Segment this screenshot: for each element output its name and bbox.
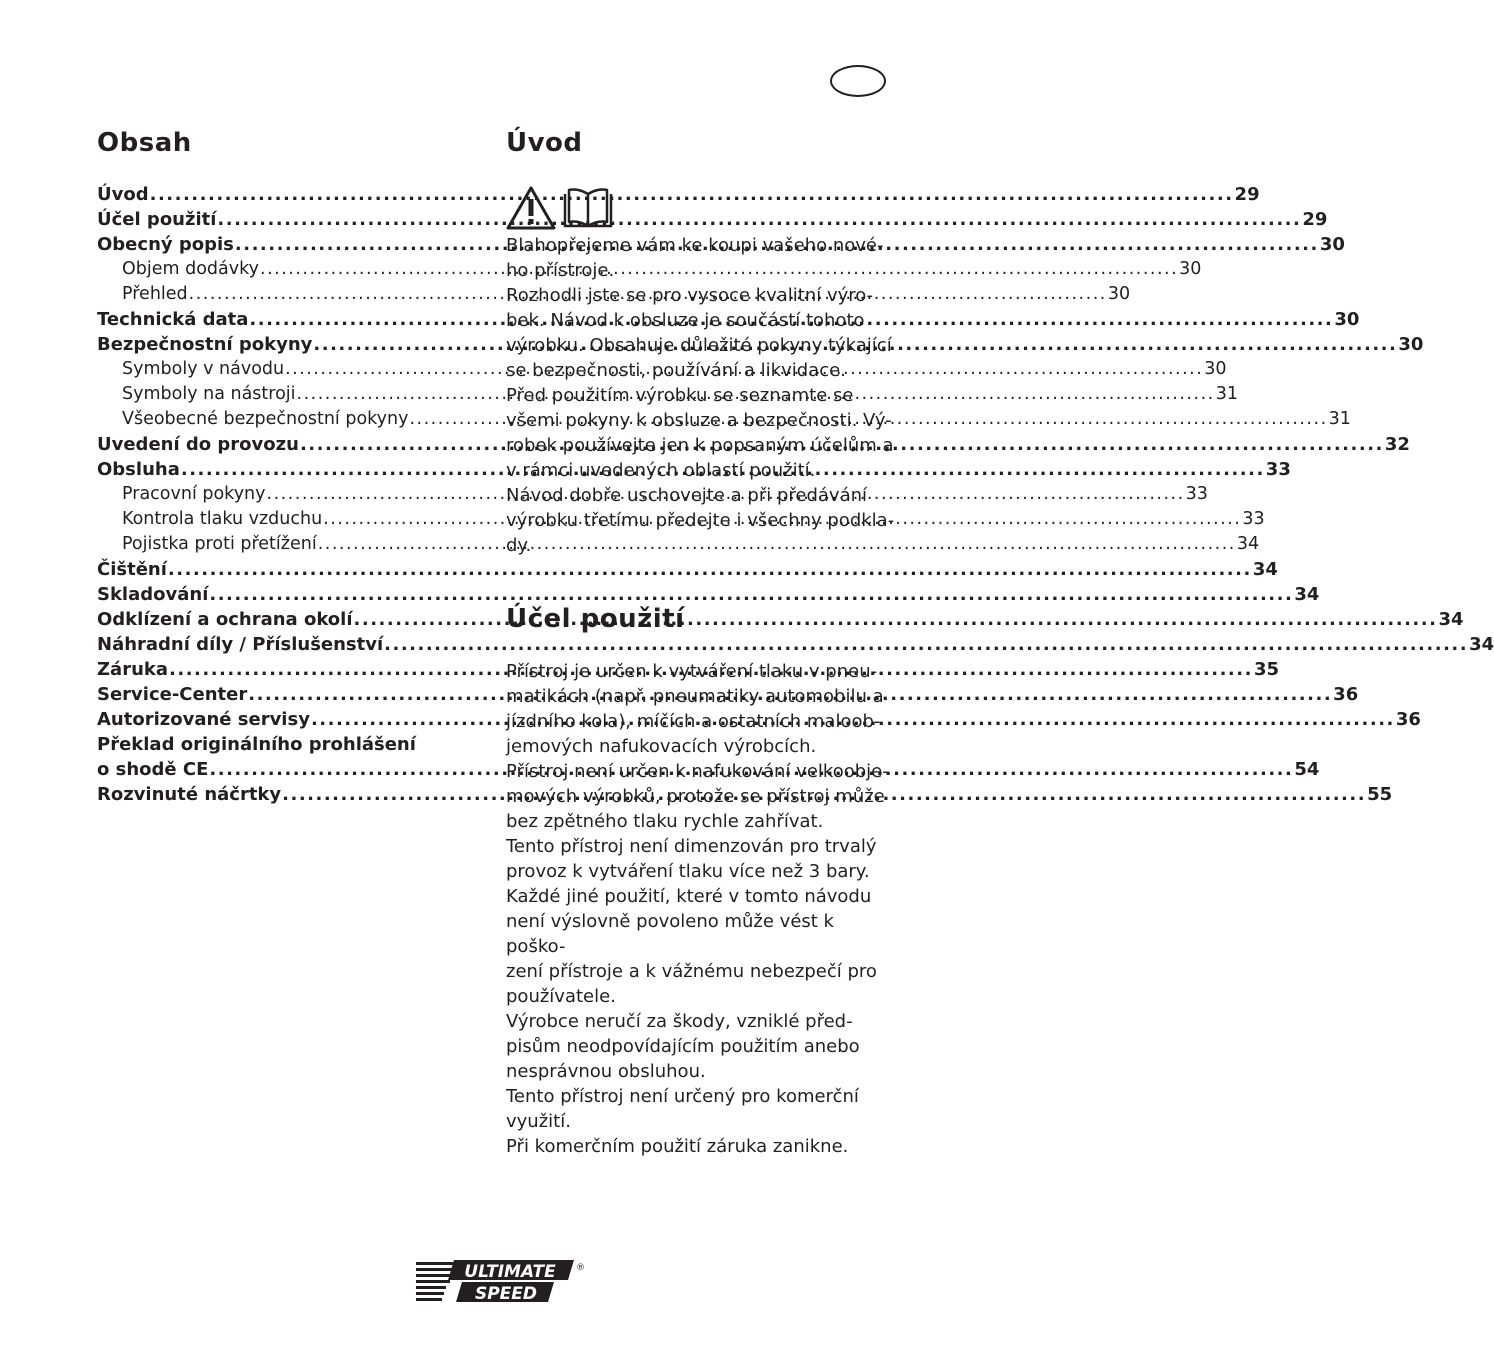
warning-triangle-icon bbox=[506, 186, 556, 230]
toc-entry-label: Objem dodávky bbox=[122, 259, 259, 279]
toc-entry-label: Technická data bbox=[97, 309, 249, 330]
toc-entry-label: Autorizované servisy bbox=[97, 709, 310, 730]
toc-entry-page: 35 bbox=[1253, 659, 1280, 680]
purpose-text-line: není výslovně povoleno může vést k poško- bbox=[506, 911, 834, 957]
purpose-text-line: jemových nafukovacích výrobcích. bbox=[506, 736, 817, 757]
toc-entry bbox=[97, 632, 1494, 657]
purpose-text-line: zení přístroje a k vážnému nebezpečí pro bbox=[506, 961, 877, 982]
toc-entry-page: 34 bbox=[1236, 534, 1260, 554]
toc-entry-page: 54 bbox=[1294, 759, 1320, 780]
purpose-text-line: pisům neodpovídajícím použitím anebo bbox=[506, 1036, 860, 1057]
intro-text-line: ho přístroje. bbox=[506, 260, 615, 281]
toc-entry-label: Všeobecné bezpečnostní pokyny bbox=[122, 409, 409, 429]
logo-line1: ULTIMATE bbox=[464, 1262, 556, 1282]
toc-entry-label: Pojistka proti přetížení bbox=[122, 534, 317, 554]
logo-line2: SPEED bbox=[474, 1284, 538, 1304]
toc-entry-label: Úvod bbox=[97, 184, 149, 205]
registered-mark: ® bbox=[576, 1263, 585, 1273]
purpose-text-line: Každé jiné použití, které v tomto návodu bbox=[506, 886, 872, 907]
toc-entry bbox=[97, 207, 1328, 232]
toc-entry-label: Odklízení a ochrana okolí bbox=[97, 609, 353, 630]
intro-text-line: výrobku třetímu předejte i všechny podkla- bbox=[506, 510, 895, 531]
purpose-text bbox=[506, 659, 898, 1159]
toc-entry-label: Kontrola tlaku vzduchu bbox=[122, 509, 323, 529]
toc-entry-page: 30 bbox=[1398, 334, 1424, 355]
toc-entry-page: 36 bbox=[1333, 684, 1359, 705]
toc-entry-page: 36 bbox=[1395, 709, 1421, 730]
purpose-text-line: Přístroj není určen k nafukování velkoobje- bbox=[506, 761, 889, 782]
intro-text-line: Rozhodli jste se pro vysoce kvalitní výro- bbox=[506, 285, 874, 306]
purpose-text-line: bez zpětného tlaku rychle zahřívat. bbox=[506, 811, 824, 832]
purpose-text-line: Tento přístroj není určený pro komerční bbox=[506, 1086, 859, 1107]
toc-entry-page: 31 bbox=[1215, 384, 1238, 404]
toc-leader-dots bbox=[217, 207, 1301, 232]
toc-entry-label: Překlad originálního prohlášení bbox=[97, 734, 416, 755]
toc-leader-dots bbox=[150, 182, 1234, 207]
toc-entry-label: Obecný popis bbox=[97, 234, 234, 255]
toc-entry-label: Service-Center bbox=[97, 684, 248, 705]
toc-entry-label: Symboly v návodu bbox=[122, 359, 285, 379]
language-badge bbox=[830, 65, 886, 97]
toc-entry-label: Účel použití bbox=[97, 209, 217, 230]
toc-entry-page: 31 bbox=[1328, 409, 1351, 429]
toc-entry-label: Bezpečnostní pokyny bbox=[97, 334, 313, 355]
intro-text-line: dy. bbox=[506, 535, 532, 556]
intro-text-line: robek používejte jen k popsaným účelům a bbox=[506, 435, 894, 456]
purpose-text-line: využití. bbox=[506, 1111, 571, 1132]
intro-heading: Úvod bbox=[506, 128, 583, 158]
intro-text-line: bek. Návod k obsluze je součástí tohoto bbox=[506, 310, 865, 331]
purpose-text-line: provoz k vytváření tlaku více než 3 bary. bbox=[506, 861, 870, 882]
toc-entry-label: Skladování bbox=[97, 584, 209, 605]
purpose-text-line: Při komerčním použití záruka zanikne. bbox=[506, 1136, 849, 1157]
intro-text bbox=[506, 233, 898, 558]
purpose-text-line: Tento přístroj není dimenzován pro trvalý bbox=[506, 836, 877, 857]
intro-text-line: v rámci uvedených oblastí použití. bbox=[506, 460, 816, 481]
toc-entry-page: 30 bbox=[1107, 284, 1131, 304]
toc-entry-label: Náhradní díly / Příslušenství bbox=[97, 634, 384, 655]
toc-entry-page: 30 bbox=[1334, 309, 1360, 330]
purpose-text-line: nesprávnou obsluhou. bbox=[506, 1061, 706, 1082]
toc-entry-page: 55 bbox=[1367, 784, 1393, 805]
intro-text-line: výrobku. Obsahuje důležité pokyny týkající bbox=[506, 335, 892, 356]
toc-entry-page: 32 bbox=[1384, 434, 1410, 455]
toc-entry-page: 30 bbox=[1204, 359, 1227, 379]
toc-entry-label: Záruka bbox=[97, 659, 169, 680]
brand-logo bbox=[414, 1256, 585, 1306]
toc-entry bbox=[97, 557, 1278, 582]
toc-entry bbox=[97, 182, 1260, 207]
toc-entry-label: o shodě CE bbox=[97, 759, 209, 780]
toc-entry-page: 34 bbox=[1252, 559, 1278, 580]
purpose-text-line: jízdního kola), míčích a ostatních maloob- bbox=[506, 711, 881, 732]
toc-leader-dots bbox=[384, 632, 1468, 657]
purpose-heading: Účel použití bbox=[506, 604, 685, 634]
intro-text-line: se bezpečnosti, používání a likvidace. bbox=[506, 360, 846, 381]
toc-entry-page: 33 bbox=[1265, 459, 1291, 480]
toc-entry-label: Uvedení do provozu bbox=[97, 434, 299, 455]
toc-entry-label: Přehled bbox=[122, 284, 188, 304]
toc-entry-page: 33 bbox=[1242, 509, 1265, 529]
toc-entry-label: Rozvinuté náčrtky bbox=[97, 784, 282, 805]
toc-entry-page: 30 bbox=[1319, 234, 1345, 255]
intro-text-line: Před použitím výrobku se seznamte se bbox=[506, 385, 854, 406]
toc-entry-page: 29 bbox=[1234, 184, 1260, 205]
toc-entry bbox=[97, 582, 1320, 607]
toc-entry-label: Symboly na nástroji bbox=[122, 384, 296, 404]
toc-entry-page: 29 bbox=[1302, 209, 1328, 230]
toc-leader-dots bbox=[168, 557, 1252, 582]
purpose-text-line: Výrobce neručí za škody, vzniklé před- bbox=[506, 1011, 853, 1032]
toc-entry-page: 34 bbox=[1469, 634, 1494, 655]
open-book-icon bbox=[562, 186, 614, 230]
toc-entry-page: 33 bbox=[1185, 484, 1208, 504]
purpose-text-line: matikách (např. pneumatiky automobilu a bbox=[506, 686, 884, 707]
toc-entry-page: 30 bbox=[1179, 259, 1202, 279]
toc-title: Obsah bbox=[97, 128, 192, 158]
intro-text-line: všemi pokyny k obsluze a bezpečnosti. Vý- bbox=[506, 410, 892, 431]
toc-entry-label: Pracovní pokyny bbox=[122, 484, 266, 504]
intro-text-line: Návod dobře uschovejte a při předávání bbox=[506, 485, 868, 506]
toc-leader-dots bbox=[209, 582, 1293, 607]
intro-icons bbox=[506, 186, 614, 230]
purpose-text-line: Přístroj je určen k vytváření tlaku v pneu- bbox=[506, 661, 878, 682]
purpose-text-line: používatele. bbox=[506, 986, 616, 1007]
purpose-text-line: mových výrobků, protože se přístroj může bbox=[506, 786, 885, 807]
toc-entry-page: 34 bbox=[1438, 609, 1464, 630]
toc-entry-page: 34 bbox=[1294, 584, 1320, 605]
toc-entry-label: Obsluha bbox=[97, 459, 180, 480]
intro-text-line: Blahopřejeme vám ke koupi vašeho nové- bbox=[506, 235, 884, 256]
toc-entry-label: Čištění bbox=[97, 559, 167, 580]
toc-entry bbox=[97, 732, 480, 757]
